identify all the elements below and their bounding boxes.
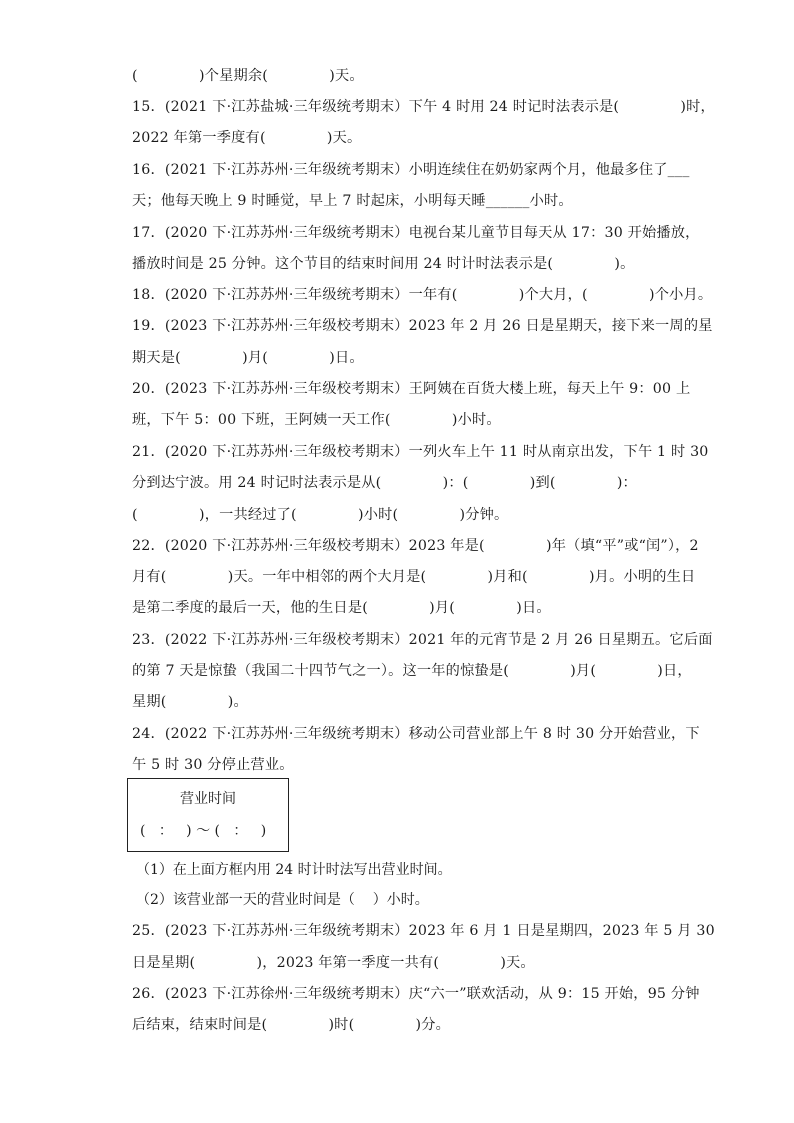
box-time-blank: ( ： ) ～ ( ： )	[140, 823, 267, 839]
text-line: 的第 7 天是惊蛰（我国二十四节气之一）。这一年的惊蛰是( )月( )日，	[132, 663, 692, 679]
business-hours-box	[127, 778, 289, 852]
question-26: 26．(2023 下·江苏徐州·三年级统考期末）庆“六一”联欢活动，从 9：15 开始，95 分钟	[132, 986, 700, 1002]
question-25: 25．(2023 下·江苏苏州·三年级统考期末）2023 年 6 月 1 日是星期四，2023 年 5 月 30	[132, 923, 715, 939]
text-line: 班，下午 5：00 下班，王阿姨一天工作( )小时。	[132, 412, 501, 428]
question-20: 20．(2023 下·江苏苏州·三年级校考期末）王阿姨在百货大楼上班，每天上午 9：00 上	[132, 381, 691, 397]
text-line: 月有( )天。一年中相邻的两个大月是( )月和( )月。小明的生日	[132, 569, 696, 585]
text-line: 后结束，结束时间是( )时( )分。	[132, 1017, 451, 1033]
question-15: 15．(2021 下·江苏盐城·三年级统考期末）下午 4 时用 24 时记时法表示是( )时，	[132, 99, 715, 115]
text-line: 分到达宁波。用 24 时记时法表示是从( )：( )到( )：	[132, 475, 637, 491]
text-line: ( )个星期余( )天。	[132, 68, 364, 84]
question-22: 22．(2020 下·江苏苏州·三年级校考期末）2023 年是( )年（填“平”或“闰”），2	[132, 538, 699, 554]
question-21: 21．(2020 下·江苏苏州·三年级校考期末）一列火车上午 11 时从南京出发，下午 1 时 30	[132, 444, 709, 460]
text-line: 午 5 时 30 分停止营业。	[132, 757, 294, 773]
sub-question-2: （2）该营业部一天的营业时间是（ ）小时。	[136, 892, 429, 908]
sub-question-1: （1）在上面方框内用 24 时计时法写出营业时间。	[136, 862, 452, 878]
question-16: 16．(2021 下·江苏苏州·三年级统考期末）小明连续住在奶奶家两个月，他最多住了___	[132, 162, 690, 178]
text-line: 是第二季度的最后一天，他的生日是( )月( )日。	[132, 600, 551, 616]
question-17: 17．(2020 下·江苏苏州·三年级统考期末）电视台某儿童节目每天从 17：30 开始播放，	[132, 225, 700, 241]
question-19: 19．(2023 下·江苏苏州·三年级校考期末）2023 年 2 月 26 日是星期天，接下来一周的星	[132, 318, 713, 334]
text-line: 期天是( )月( )日。	[132, 350, 364, 366]
text-line: 日是星期( )，2023 年第一季度一共有( )天。	[132, 955, 535, 971]
text-line: 星期( )。	[132, 694, 248, 710]
box-title: 营业时间	[180, 791, 236, 807]
text-line: ( )，一共经过了( )小时( )分钟。	[132, 507, 509, 523]
text-line: 2022 年第一季度有( )天。	[132, 130, 362, 146]
text-line: 播放时间是 25 分钟。这个节目的结束时间用 24 时计时法表示是( )。	[132, 256, 635, 272]
question-18: 18．(2020 下·江苏苏州·三年级统考期末）一年有( )个大月，( )个小月。	[132, 287, 713, 303]
text-line: 天；他每天晚上 9 时睡觉，早上 7 时起床，小明每天睡______小时。	[132, 193, 573, 209]
question-23: 23．(2022 下·江苏苏州·三年级校考期末）2021 年的元宵节是 2 月 26 日星期五。它后面	[132, 632, 713, 648]
question-24: 24．(2022 下·江苏苏州·三年级统考期末）移动公司营业部上午 8 时 30 分开始营业，下	[132, 726, 700, 742]
